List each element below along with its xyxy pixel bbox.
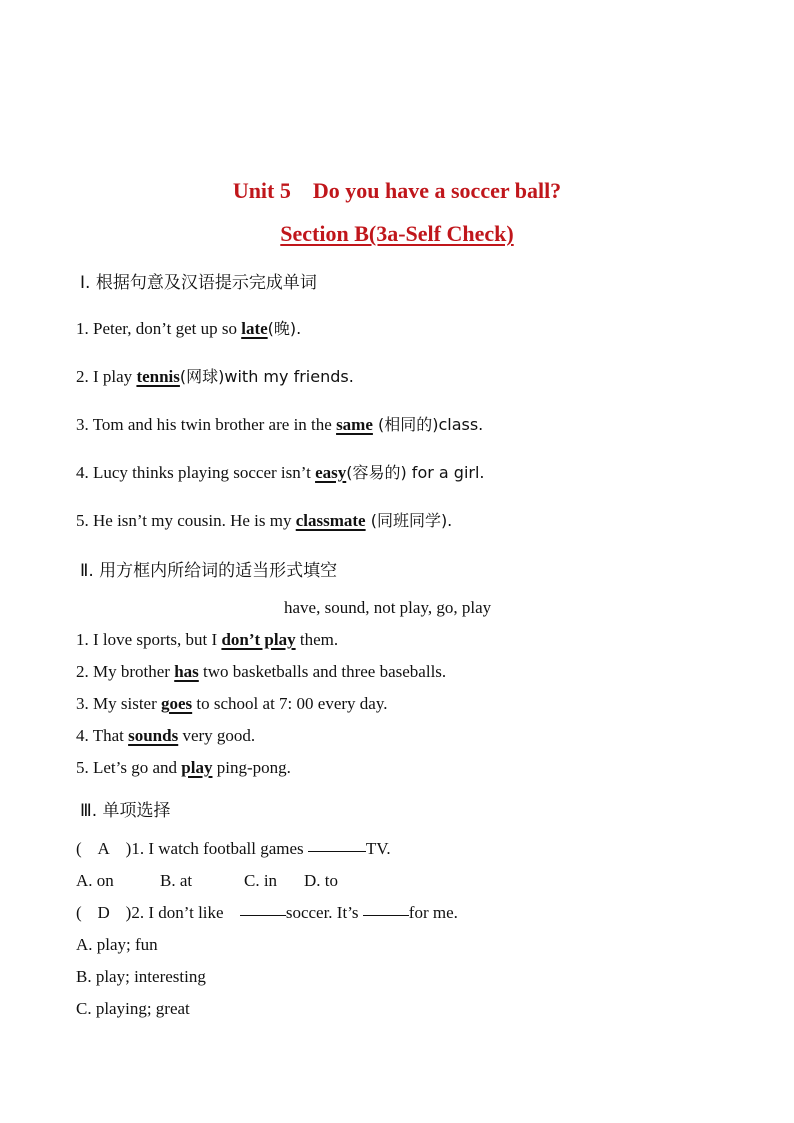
word-box: have, sound, not play, go, play	[284, 598, 492, 617]
option-d: D. to	[304, 871, 338, 890]
item-text: very good.	[178, 726, 256, 745]
question-text: TV.	[365, 839, 391, 858]
part1-item-3	[76, 412, 483, 435]
answer-blank	[363, 914, 409, 916]
item-text: 2. I play	[76, 367, 137, 386]
item-hint: (相同的)class.	[372, 415, 484, 434]
section-label: Section B(3a-Self Check)	[280, 221, 514, 246]
part2-heading: Ⅱ. 用方框内所给词的适当形式填空	[80, 561, 338, 581]
item-text: 5. Let’s go and	[76, 758, 182, 777]
page-title	[0, 178, 794, 204]
item-text: ping-pong.	[212, 758, 291, 777]
mc-question-1	[76, 839, 391, 859]
part1-heading: Ⅰ. 根据句意及汉语提示完成单词	[80, 273, 317, 293]
item-text: to school at 7: 00 every day.	[192, 694, 388, 713]
item-hint: (容易的) for a girl.	[346, 463, 485, 482]
answer: tennis	[136, 367, 180, 386]
item-text: two basketballs and three baseballs.	[198, 662, 447, 681]
answer: late	[241, 319, 268, 338]
item-text: 4. That	[76, 726, 129, 745]
part1-item-5	[76, 508, 452, 531]
answer: play	[181, 758, 213, 777]
part1-item-2	[76, 364, 354, 387]
paren-open: (	[76, 903, 82, 922]
option-b: B. at	[160, 871, 193, 890]
item-text: 1. Peter, don’t get up so	[76, 319, 242, 338]
answer: has	[174, 662, 199, 681]
unit-label: Unit 5	[232, 178, 291, 203]
question-text: for me.	[408, 903, 458, 922]
part1-item-1	[76, 316, 301, 339]
chosen-answer: A	[97, 839, 110, 858]
answer: sounds	[128, 726, 179, 745]
item-hint: (晚).	[267, 319, 302, 338]
part2-item-5	[76, 758, 291, 778]
answer-blank	[308, 850, 366, 852]
mc-option-2b: B. play; interesting	[76, 967, 206, 986]
item-text: them.	[295, 630, 339, 649]
part2-item-2	[76, 662, 446, 682]
item-hint: (网球)with my friends.	[179, 367, 354, 386]
answer: easy	[315, 463, 347, 482]
paren-open: (	[76, 839, 82, 858]
question-text: )1. I watch football games	[125, 839, 308, 858]
option-c: C. in	[244, 871, 278, 890]
item-text: 4. Lucy thinks playing soccer isn’t	[76, 463, 316, 482]
unit-question: Do you have a soccer ball?	[312, 178, 562, 203]
item-text: 3. My sister	[76, 694, 161, 713]
item-text: 2. My brother	[76, 662, 175, 681]
answer: classmate	[295, 511, 366, 530]
answer: same	[336, 415, 373, 434]
part2-item-3	[76, 694, 387, 714]
part2-item-4	[76, 726, 255, 746]
answer: goes	[161, 694, 193, 713]
answer: don’t play	[221, 630, 296, 649]
part3-heading: Ⅲ. 单项选择	[80, 801, 171, 821]
mc-option-2a: A. play; fun	[76, 935, 158, 954]
part2-item-1	[76, 630, 338, 650]
chosen-answer: D	[97, 903, 110, 922]
item-text: 1. I love sports, but I	[76, 630, 222, 649]
part1-item-4	[76, 460, 485, 483]
item-text: 5. He isn’t my cousin. He is my	[76, 511, 296, 530]
mc-question-2	[76, 903, 458, 923]
section-title	[0, 221, 794, 247]
mc-options-1	[76, 871, 338, 891]
option-a: A. on	[76, 871, 114, 890]
question-text: )2. I don’t like	[125, 903, 228, 922]
item-hint: (同班同学).	[365, 511, 453, 530]
answer-blank	[240, 914, 286, 916]
item-text: 3. Tom and his twin brother are in the	[76, 415, 337, 434]
question-text: soccer. It’s	[285, 903, 363, 922]
mc-option-2c: C. playing; great	[76, 999, 190, 1018]
